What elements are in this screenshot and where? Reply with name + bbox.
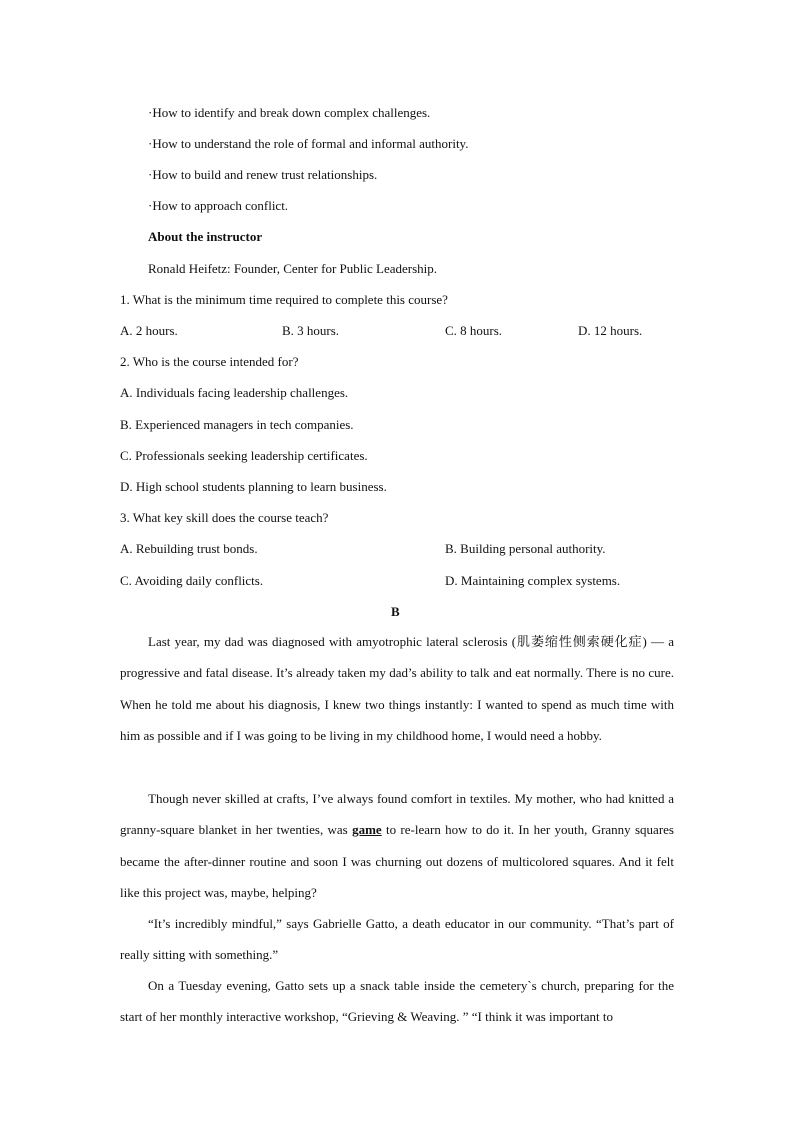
answer-option: D. 12 hours. xyxy=(578,323,643,338)
bullet-item: ·How to understand the role of formal and informal authority. xyxy=(148,136,469,151)
answer-option: A. 2 hours. xyxy=(120,323,178,338)
answer-option: C. Professionals seeking leadership certificates. xyxy=(120,448,368,463)
passage-paragraph xyxy=(120,783,674,908)
answer-option: B. 3 hours. xyxy=(282,323,340,338)
answer-option: A. Individuals facing leadership challenges. xyxy=(120,385,349,400)
answer-option: D. Maintaining complex systems. xyxy=(445,573,621,588)
question-stem: 3. What key skill does the course teach? xyxy=(120,510,329,525)
answer-option: B. Building personal authority. xyxy=(445,541,606,556)
question-stem: 2. Who is the course intended for? xyxy=(120,354,299,369)
passage-paragraph: Last year, my dad was diagnosed with amyotrophic lateral sclerosis (肌萎缩性侧索硬化症) — a progressive and fatal disease. It’s already taken my dad’s ability to talk and eat normally. There is no cure. When he told me about his diagnosis, I knew two things instantly: I wanted to spend as much time with him as possible and if I was going to be living in my childhood home, I would need a hobby. xyxy=(120,634,674,743)
question-stem: 1. What is the minimum time required to complete this course? xyxy=(120,292,448,307)
answer-option: A. Rebuilding trust bonds. xyxy=(120,541,258,556)
answer-option: B. Experienced managers in tech companies. xyxy=(120,417,354,432)
answer-option: D. High school students planning to learn business. xyxy=(120,479,387,494)
bullet-item: ·How to approach conflict. xyxy=(148,198,289,213)
answer-option: C. Avoiding daily conflicts. xyxy=(120,573,264,588)
instructor-text: Ronald Heifetz: Founder, Center for Public Leadership. xyxy=(148,261,438,276)
section-label: B xyxy=(391,604,400,619)
bullet-item: ·How to build and renew trust relationships. xyxy=(148,167,378,182)
passage-text: Though never skilled at crafts, I’ve always found comfort in textiles. My mother, who had knitted a granny-square blanket in her twenties, was xyxy=(120,791,674,838)
bullet-item: ·How to identify and break down complex challenges. xyxy=(148,105,431,120)
keyword-underlined: game xyxy=(352,822,382,838)
instructor-heading: About the instructor xyxy=(148,229,263,244)
passage-text: to re-learn how to do it. In her youth, Granny squares became the after-dinner routine and soon I was churning out dozens of multicolored squares. And it felt like this project was, maybe, helping? xyxy=(120,822,674,900)
answer-option: C. 8 hours. xyxy=(445,323,503,338)
passage-paragraph: “It’s incredibly mindful,” says Gabrielle Gatto, a death educator in our community. “That’s part of really sitting with something.” xyxy=(120,916,674,963)
passage-paragraph: On a Tuesday evening, Gatto sets up a snack table inside the cemetery`s church, preparing for the start of her monthly interactive workshop, “Grieving & Weaving. ” “I think it was important to xyxy=(120,978,674,1025)
